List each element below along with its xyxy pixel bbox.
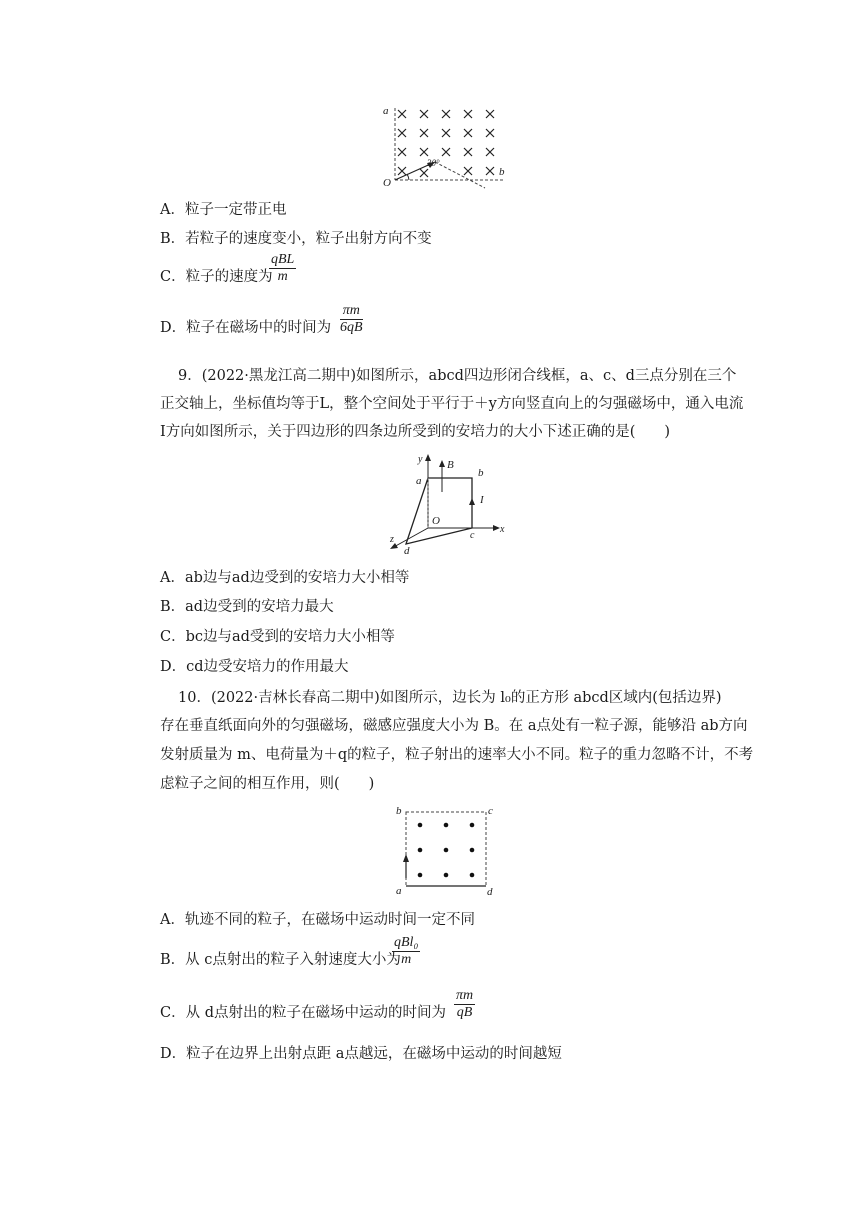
cross-mark — [420, 148, 428, 156]
label-angle: 30° — [427, 158, 440, 168]
label-b: b — [396, 805, 402, 817]
fraction-numerator: qBl₀ — [394, 935, 419, 950]
label-I: I — [480, 494, 484, 506]
cross-mark — [442, 129, 450, 137]
q8-option-c-fraction — [269, 252, 296, 285]
q10-option-c: C．从 d点射出的粒子在磁场中运动的时间为 — [160, 1005, 446, 1021]
cross-mark — [398, 148, 406, 156]
q9-stem-line3: I方向如图所示，关于四边形的四条边所受到的安培力的大小下述正确的是( ) — [160, 424, 671, 440]
fraction-numerator: πm — [456, 988, 474, 1003]
label-b: b — [499, 166, 505, 178]
cross-mark — [420, 110, 428, 118]
label-c: c — [470, 530, 475, 541]
q10-stem-line3: 发射质量为 m、电荷量为＋q的粒子，粒子射出的速率大小不同。粒子的重力忽略不计，不考 — [160, 747, 754, 763]
q9-stem-line1: 9．(2022·黑龙江高二期中)如图所示，abcd四边形闭合线框，a、c、d三点分别在三个 — [178, 368, 737, 384]
cross-mark — [442, 148, 450, 156]
cross-mark — [486, 167, 494, 175]
q9-option-d: D．cd边受安培力的作用最大 — [160, 659, 349, 675]
q10-option-b: B．从 c点射出的粒子入射速度大小为 — [160, 952, 401, 968]
q10-option-b-fraction — [392, 935, 420, 968]
label-O: O — [432, 515, 440, 527]
cross-mark — [398, 167, 406, 175]
cross-mark — [486, 110, 494, 118]
cross-mark — [486, 148, 494, 156]
field-dots — [418, 823, 475, 878]
field-dot — [444, 873, 449, 878]
cross-mark — [464, 129, 472, 137]
field-dot — [444, 848, 449, 853]
q10-option-a: A．轨迹不同的粒子，在磁场中运动时间一定不同 — [160, 912, 475, 928]
figure-quadrilateral-frame — [380, 452, 510, 557]
cross-mark — [464, 148, 472, 156]
fraction-denominator: 6qB — [340, 320, 363, 335]
label-a: a — [383, 105, 389, 117]
q8-option-b: B．若粒子的速度变小，粒子出射方向不变 — [160, 231, 432, 247]
q9-option-c: C．bc边与ad受到的安培力大小相等 — [160, 629, 395, 645]
cross-mark — [442, 110, 450, 118]
fraction-numerator: qBL — [271, 252, 295, 267]
label-d: d — [404, 545, 410, 557]
q9-stem-line2: 正交轴上，坐标值均等于L，整个空间处于平行于＋y方向竖直向上的匀强磁场中，通入电流 — [160, 396, 744, 412]
cross-mark — [420, 169, 428, 177]
label-y: y — [418, 454, 423, 465]
q8-option-d: D．粒子在磁场中的时间为 — [160, 320, 332, 336]
label-z: z — [390, 534, 394, 545]
fraction-denominator: m — [401, 952, 412, 967]
label-a: a — [396, 885, 402, 897]
field-dot — [418, 848, 423, 853]
cross-marks — [398, 110, 494, 177]
figure-square-field — [390, 800, 500, 898]
cross-mark — [486, 129, 494, 137]
fraction-denominator: m — [277, 269, 288, 284]
field-dot — [444, 823, 449, 828]
label-c: c — [488, 805, 493, 817]
label-a: a — [416, 475, 422, 487]
label-o: O — [383, 177, 391, 189]
label-x: x — [500, 524, 505, 535]
q8-option-a: A．粒子一定带正电 — [160, 202, 287, 218]
q8-option-c: C．粒子的速度为 — [160, 269, 273, 285]
q10-option-c-fraction — [454, 988, 475, 1021]
field-dot — [470, 848, 475, 853]
q10-stem-line1: 10．(2022·吉林长春高二期中)如图所示，边长为 l₀的正方形 abcd区域内(包括边界) — [178, 690, 722, 706]
cross-mark — [464, 110, 472, 118]
q8-option-d-fraction — [340, 303, 363, 336]
label-B: B — [447, 459, 454, 471]
field-dot — [418, 873, 423, 878]
fraction-denominator: qB — [456, 1005, 473, 1020]
cross-mark — [398, 110, 406, 118]
label-b: b — [478, 467, 484, 479]
cross-mark — [464, 167, 472, 175]
figure-field-crosses — [375, 100, 515, 195]
cross-mark — [420, 129, 428, 137]
q10-stem-line2: 存在垂直纸面向外的匀强磁场，磁感应强度大小为 B。在 a点处有一粒子源，能够沿 ab方向 — [160, 718, 748, 734]
fraction-numerator: πm — [340, 303, 363, 320]
field-dot — [470, 823, 475, 828]
q9-option-a: A．ab边与ad边受到的安培力大小相等 — [160, 570, 410, 586]
q9-option-b: B．ad边受到的安培力最大 — [160, 599, 334, 615]
q10-stem-line4: 虑粒子之间的相互作用，则( ) — [160, 776, 375, 792]
field-dot — [418, 823, 423, 828]
field-dot — [470, 873, 475, 878]
cross-mark — [398, 129, 406, 137]
label-d: d — [487, 886, 493, 898]
q10-option-d: D．粒子在边界上出射点距 a点越远，在磁场中运动的时间越短 — [160, 1046, 562, 1062]
